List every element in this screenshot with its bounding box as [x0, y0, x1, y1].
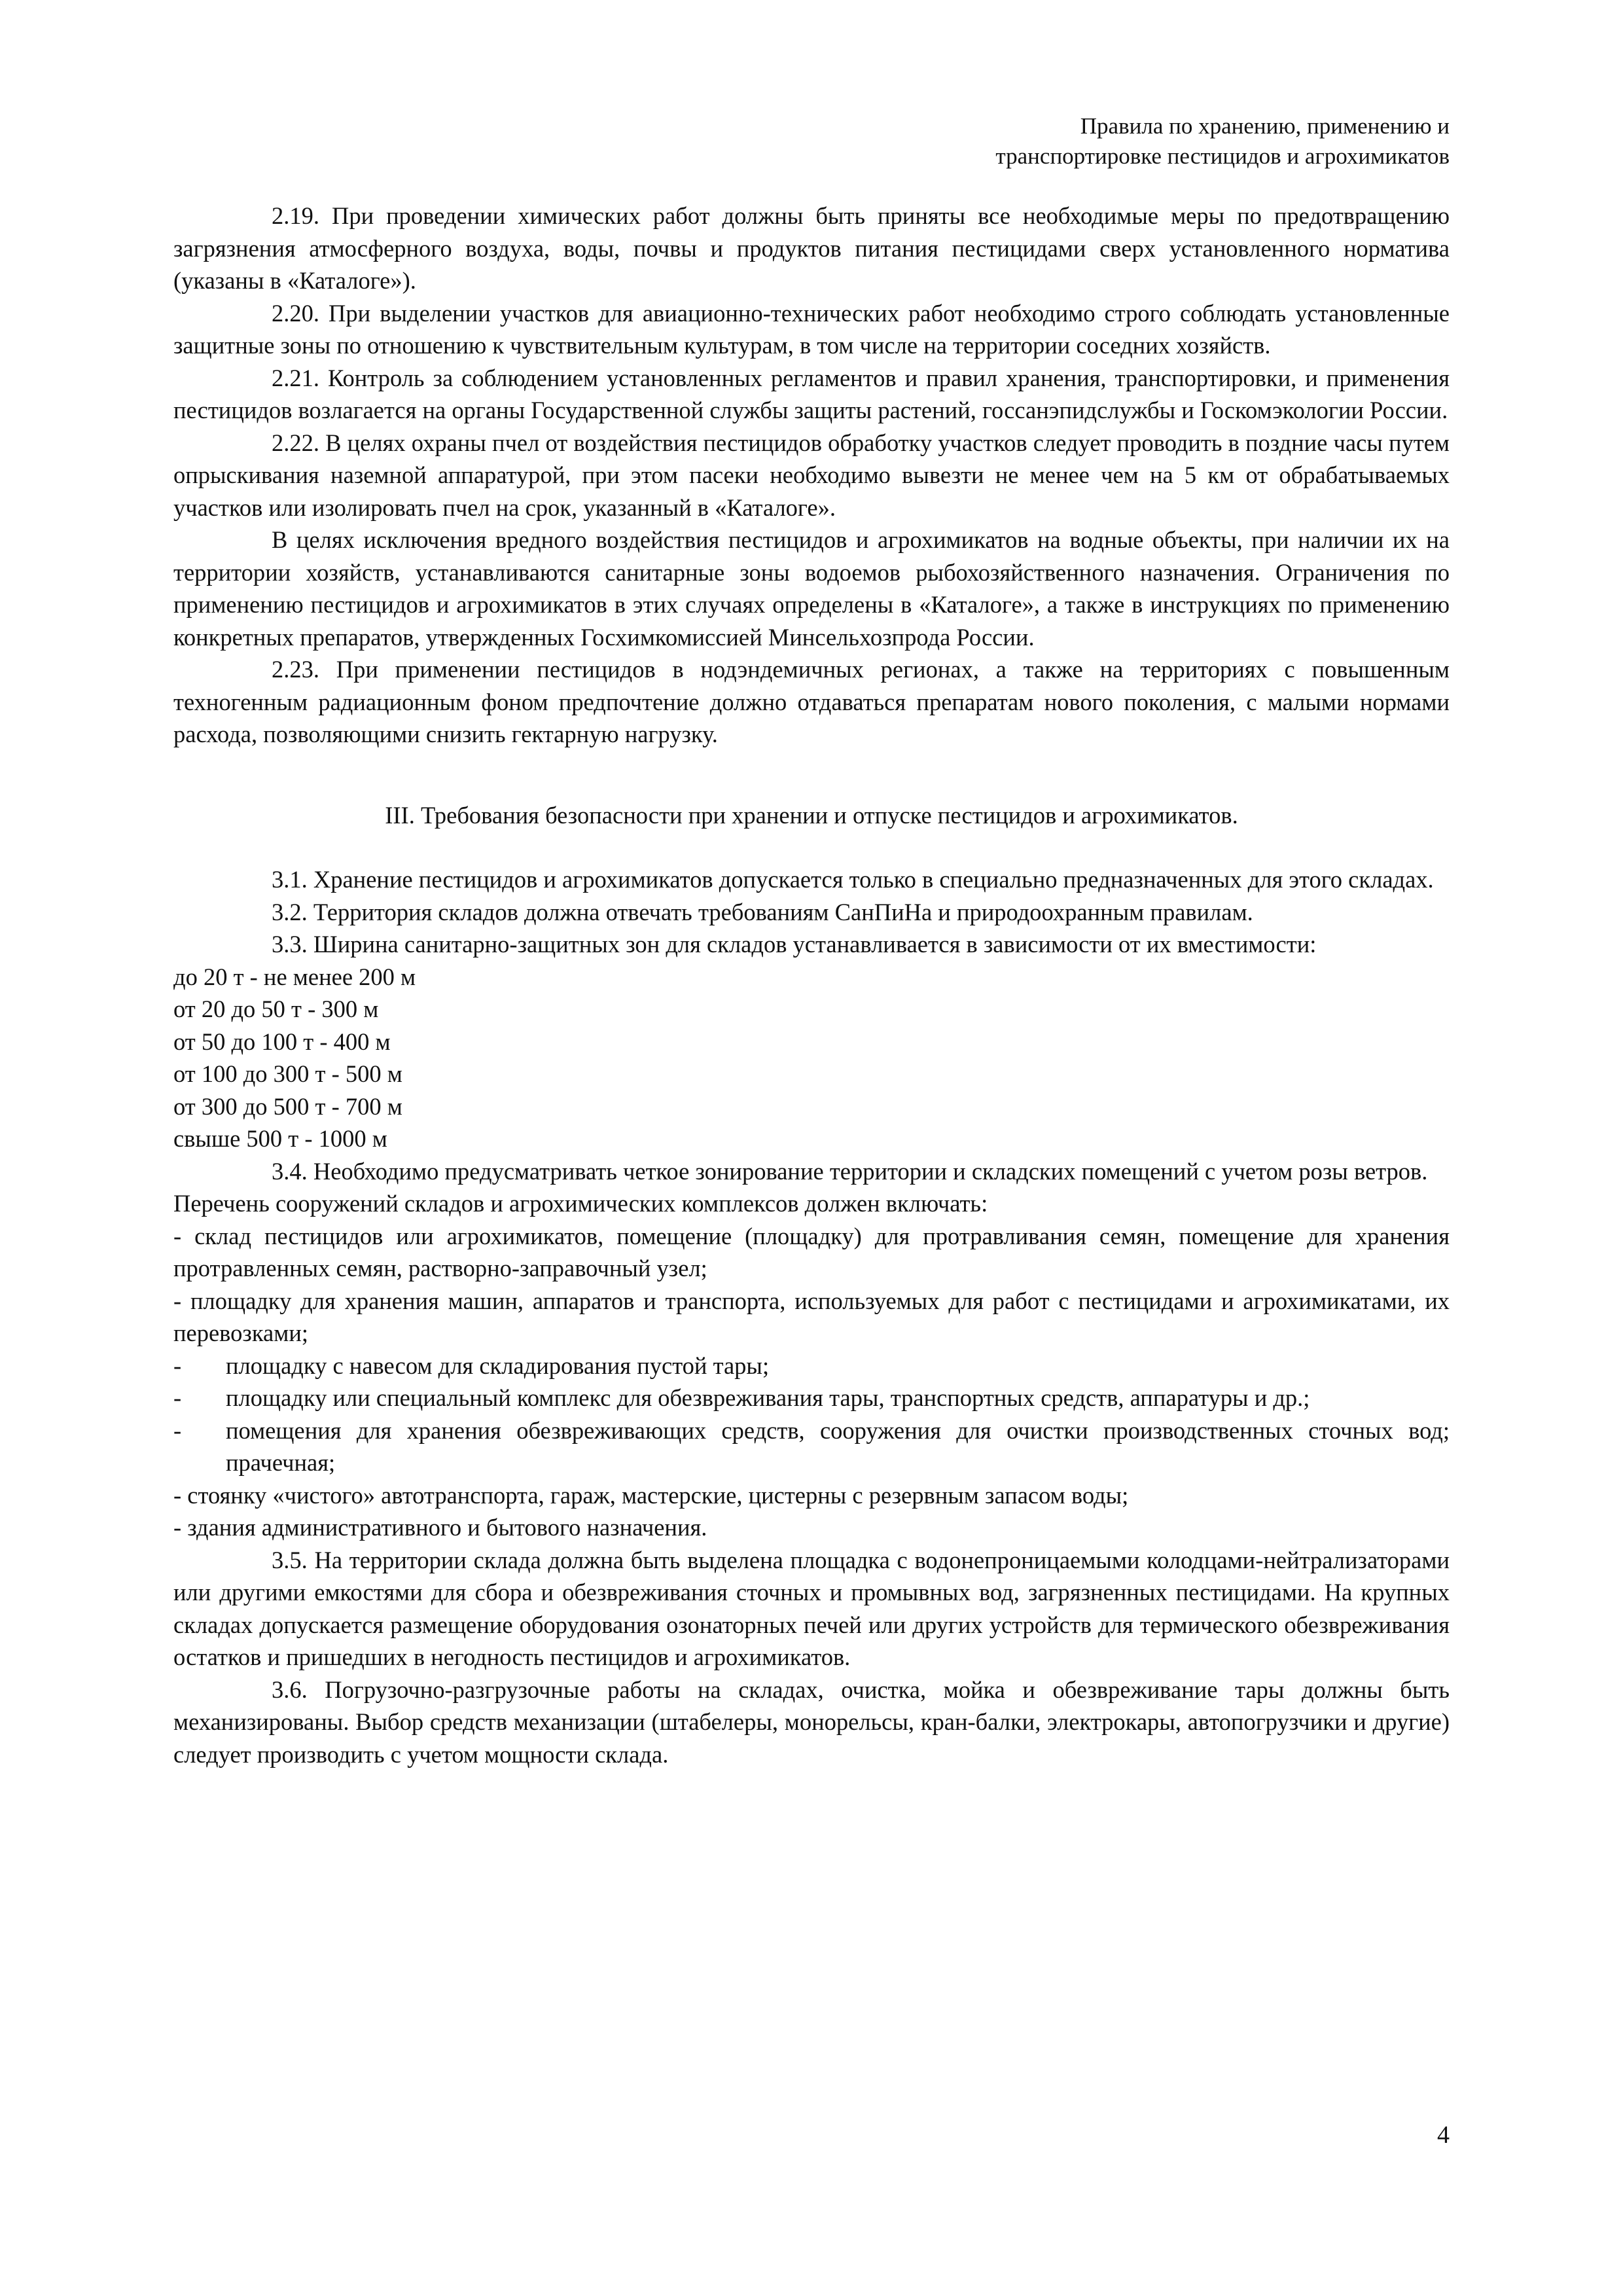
paragraph-3-1: 3.1. Хранение пестицидов и агрохимикатов допускается только в специально предназначенных для этого складах. — [272, 866, 1434, 893]
paragraph-3-3: 3.3. Ширина санитарно-защитных зон для складов устанавливается в зависимости от их вместимости: — [272, 931, 1317, 958]
paragraph-2-23: 2.23. При применении пестицидов в нодэндемичных регионах, а также на территориях с повышенным техногенным радиационным фоном предпочтение должно отдаваться препаратам нового поколения, с малыми нормами расхода, позволяющими снизить гектарную нагрузку. — [173, 656, 1450, 747]
list-item: от 50 до 100 т - 400 м — [173, 1028, 391, 1055]
running-header — [995, 111, 1450, 171]
paragraph-2-20: 2.20. При выделении участков для авиационно-технических работ необходимо строго соблюдать установленные защитные зоны по отношению к чувствительным культурам, в том числе на территории соседних хозяйств. — [173, 299, 1450, 359]
list-item: от 100 до 300 т - 500 м — [173, 1060, 402, 1087]
list-item-text: площадку с навесом для складирования пустой тары; — [226, 1352, 770, 1379]
paragraph-water-zones: В целях исключения вредного воздействия пестицидов и агрохимикатов на водные объекты, при наличии их на территории хозяйств, устанавливаются санитарные зоны водоемов рыбохозяйственного назначения. Ограничения по применению пестицидов и агрохимикатов в этих случаях определены в «Каталоге», а также в инструкциях по применению конкретных препаратов, утвержденных Госхимкомиссией Минсельхозпрода России. — [173, 526, 1450, 651]
facilities-intro: Перечень сооружений складов и агрохимических комплексов должен включать: — [173, 1190, 988, 1217]
paragraph-3-2: 3.2. Территория складов должна отвечать требованиям СанПиНа и природоохранным правилам. — [272, 898, 1253, 925]
facilities-list-a — [173, 1220, 1450, 1350]
list-item: свыше 500 т - 1000 м — [173, 1125, 387, 1152]
section-heading: III. Требования безопасности при хранении и отпуске пестицидов и агрохимикатов. — [385, 801, 1238, 829]
bullet-marker: - — [173, 1384, 182, 1411]
list-item-text: помещения для хранения обезвреживающих средств, сооружения для очистки производственных сточных вод; прачечная; — [226, 1416, 1450, 1476]
paragraph-2-19: 2.19. При проведении химических работ должны быть приняты все необходимые меры по предотвращению загрязнения атмосферного воздуха, воды, почвы и продуктов питания пестицидами сверх установленного норматива (указаны в «Каталоге»). — [173, 202, 1450, 294]
page-number: 4 — [1437, 2121, 1450, 2149]
running-header-line-1: Правила по хранению, применению и — [1080, 113, 1450, 139]
paragraph-2-22: 2.22. В целях охраны пчел от воздействия пестицидов обработку участков следует проводить в поздние часы путем опрыскивания наземной аппаратурой, при этом пасеки необходимо вывезти не менее чем на 5 км от обрабатываемых участков или изолировать пчел на срок, указанный в «Каталоге». — [173, 429, 1450, 521]
list-item — [173, 1382, 1450, 1414]
paragraph-3-6: 3.6. Погрузочно-разгрузочные работы на складах, очистка, мойка и обезвреживание тары должны быть механизированы. Выбор средств механизации (штабелеры, монорельсы, кран-балки, электрокары, автопогрузчики и другие) следует производить с учетом мощности склада. — [173, 1676, 1450, 1768]
list-item: от 20 до 50 т - 300 м — [173, 996, 379, 1022]
list-item: - площадку для хранения машин, аппаратов и транспорта, используемых для работ с пестицидами и агрохимикатами, их перевозками; — [173, 1287, 1450, 1346]
list-item-text: площадку или специальный комплекс для обезвреживания тары, транспортных средств, аппаратуры и др.; — [226, 1384, 1310, 1411]
capacity-list — [173, 961, 1450, 1155]
list-item: до 20 т - не менее 200 м — [173, 963, 416, 990]
list-item — [173, 1350, 1450, 1382]
document-body — [173, 200, 1450, 1770]
bullet-marker: - — [173, 1416, 182, 1444]
list-item: - здания административного и бытового назначения. — [173, 1514, 707, 1541]
paragraph-3-5: 3.5. На территории склада должна быть выделена площадка с водонепроницаемыми колодцами-нейтрализаторами или другими емкостями для сбора и обезвреживания сточных и промывных вод, загрязненных пестицидами. На крупных складах допускается размещение оборудования озонаторных печей или других устройств для термического обезвреживания остатков и пришедших в негодность пестицидов и агрохимикатов. — [173, 1546, 1450, 1670]
paragraph-3-4: 3.4. Необходимо предусматривать четкое зонирование территории и складских помещений с учетом розы ветров. — [272, 1157, 1428, 1185]
facilities-bullet-list — [173, 1350, 1450, 1479]
running-header-line-2: транспортировке пестицидов и агрохимикатов — [995, 143, 1450, 169]
list-item: - склад пестицидов или агрохимикатов, помещение (площадку) для протравливания семян, помещение для хранения протравленных семян, растворно-заправочный узел; — [173, 1222, 1450, 1282]
bullet-marker: - — [173, 1352, 182, 1379]
list-item: от 300 до 500 т - 700 м — [173, 1092, 402, 1120]
list-item — [173, 1414, 1450, 1479]
list-item: - стоянку «чистого» автотранспорта, гараж, мастерские, цистерны с резервным запасом воды; — [173, 1481, 1129, 1509]
paragraph-2-21: 2.21. Контроль за соблюдением установленных регламентов и правил хранения, транспортировки, и применения пестицидов возлагается на органы Государственной службы защиты растений, госсанэпидслужбы и Госкомэкологии России. — [173, 364, 1450, 423]
facilities-list-b — [173, 1479, 1450, 1544]
